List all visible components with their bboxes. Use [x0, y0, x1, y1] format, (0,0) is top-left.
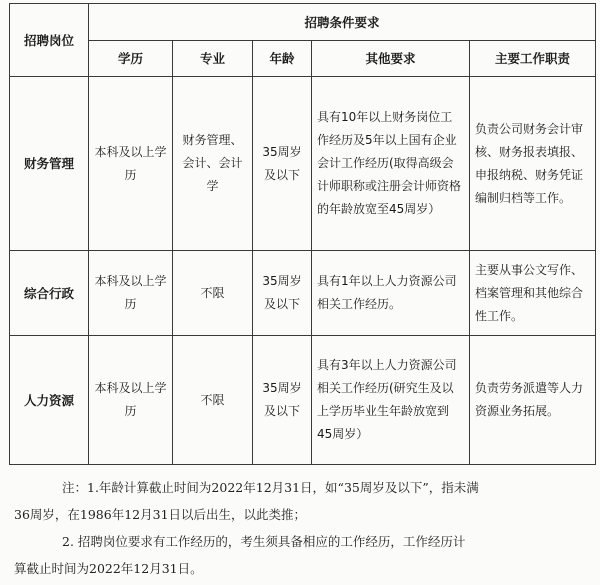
note-1-line-1: 注：1.年龄计算截止时间为2022年12月31日，如“35周岁及以下”，指未满 [62, 480, 479, 495]
duties-header: 主要工作职责 [470, 41, 596, 77]
education-cell: 本科及以上学历 [89, 77, 173, 251]
recruitment-table [9, 3, 596, 465]
table-row [10, 336, 596, 465]
education-cell: 本科及以上学历 [89, 336, 173, 465]
note-1-line-2: 36周岁，在1986年12月31日以后出生，以此类推； [14, 507, 307, 522]
table-row [10, 77, 596, 251]
note-2-line-2: 算截止时间为2022年12月31日。 [14, 561, 203, 576]
major-cell: 不限 [173, 336, 253, 465]
major-header: 专业 [173, 41, 253, 77]
conditions-header: 招聘条件要求 [89, 4, 596, 41]
duties-cell: 负责公司财务会计审核、财务报表填报、申报纳税、财务凭证编制归档等工作。 [470, 77, 596, 251]
major-cell: 不限 [173, 251, 253, 336]
position-header: 招聘岗位 [10, 4, 89, 77]
education-header: 学历 [89, 41, 173, 77]
position-cell: 人力资源 [10, 336, 89, 465]
duties-cell: 主要从事公文写作、档案管理和其他综合性工作。 [470, 251, 596, 336]
age-cell: 35周岁及以下 [253, 251, 312, 336]
table-row [10, 251, 596, 336]
major-cell: 财务管理、会计、会计学 [173, 77, 253, 251]
other-requirements-cell: 具有10年以上财务岗位工作经历及5年以上国有企业会计工作经历(取得高级会计师职称或注册会计师资格的年龄放宽至45周岁） [312, 77, 470, 251]
age-cell: 35周岁及以下 [253, 77, 312, 251]
age-cell: 35周岁及以下 [253, 336, 312, 465]
other-requirements-cell: 具有3年以上人力资源公司相关工作经历(研究生及以上学历毕业生年龄放宽到45周岁） [312, 336, 470, 465]
note-2-line-1: 2. 招聘岗位要求有工作经历的，考生须具备相应的工作经历，工作经历计 [62, 534, 466, 549]
age-header: 年龄 [253, 41, 312, 77]
header-row-sub [10, 41, 596, 77]
duties-cell: 负责劳务派遣等人力资源业务拓展。 [470, 336, 596, 465]
notes-section [14, 474, 594, 582]
header-row-top [10, 4, 596, 41]
other-requirements-cell: 具有1年以上人力资源公司相关工作经历。 [312, 251, 470, 336]
education-cell: 本科及以上学历 [89, 251, 173, 336]
position-cell: 综合行政 [10, 251, 89, 336]
position-cell: 财务管理 [10, 77, 89, 251]
other-requirements-header: 其他要求 [312, 41, 470, 77]
